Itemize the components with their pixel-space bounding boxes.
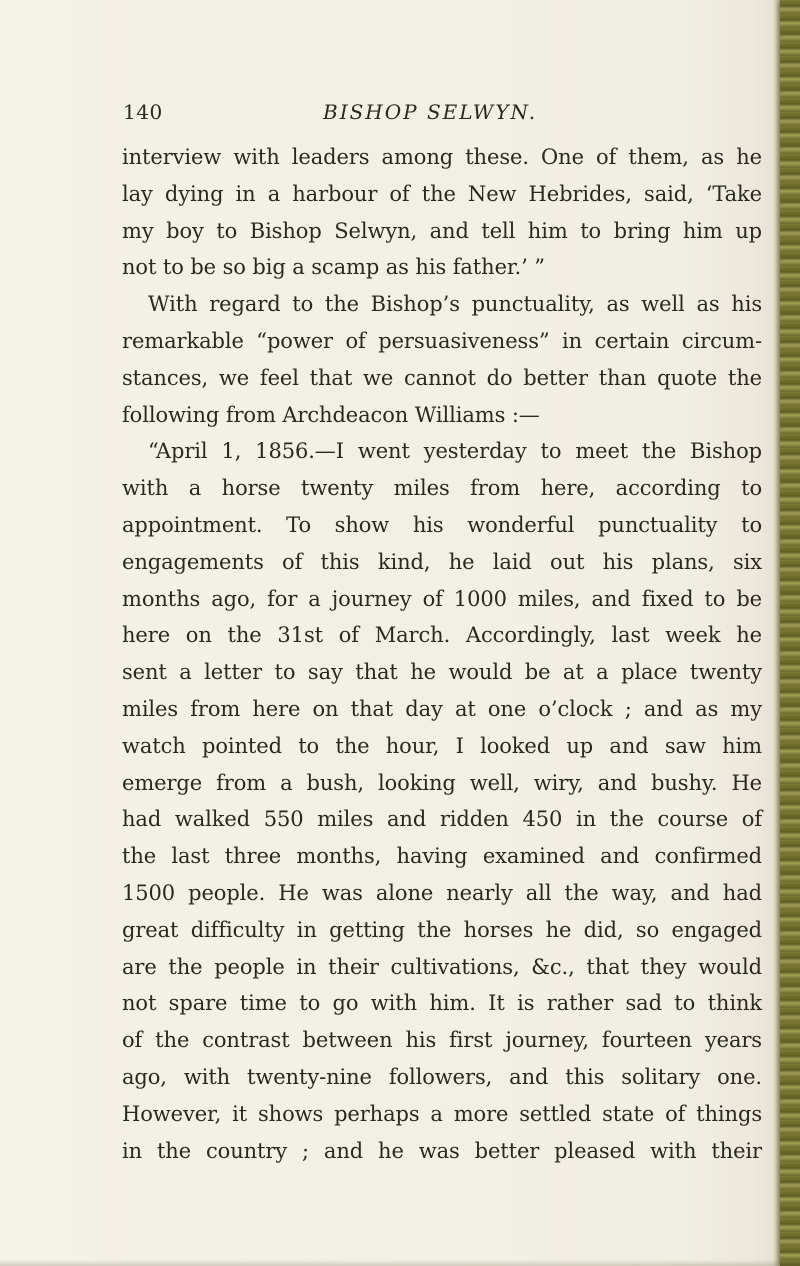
- text-line: are the people in their cultivations, &c., that they would: [122, 954, 762, 979]
- text-line: great difficulty in getting the horses he did, so engaged: [122, 917, 762, 942]
- text-line: sent a letter to say that he would be at a place twenty: [122, 660, 762, 685]
- text-line: the last three months, having examined and confirmed: [122, 844, 762, 869]
- text-line: in the country ; and he was better pleased with their: [122, 1138, 762, 1163]
- text-line: With regard to the Bishop’s punctuality, as well as his: [148, 292, 762, 317]
- text-line: ago, with twenty-nine followers, and this solitary one.: [122, 1064, 762, 1089]
- text-line: not spare time to go with him. It is rather sad to think: [122, 991, 762, 1016]
- running-head: BISHOP SELWYN.: [323, 100, 538, 124]
- text-line: here on the 31st of March. Accordingly, last week he: [122, 623, 762, 648]
- page-number: 140: [123, 100, 163, 124]
- text-line: had walked 550 miles and ridden 450 in the course of: [122, 807, 762, 832]
- text-line: emerge from a bush, looking well, wiry, and bushy. He: [122, 770, 762, 795]
- text-line: However, it shows perhaps a more settled state of things: [122, 1101, 762, 1126]
- text-line: miles from here on that day at one o’clock ; and as my: [122, 696, 762, 721]
- text-line: following from Archdeacon Williams :—: [122, 402, 540, 427]
- text-line: not to be so big a scamp as his father.’ ”: [122, 255, 545, 280]
- text-line: of the contrast between his first journey, fourteen years: [122, 1028, 762, 1053]
- text-line: months ago, for a journey of 1000 miles, and fixed to be: [122, 586, 762, 611]
- page-edge-shading: [772, 0, 780, 1266]
- text-line: remarkable “power of persuasiveness” in certain circum-: [122, 328, 762, 353]
- text-line: appointment. To show his wonderful punctuality to: [122, 512, 762, 537]
- page-bottom-shadow: [0, 1260, 800, 1266]
- text-line: stances, we feel that we cannot do better than quote the: [122, 365, 762, 390]
- text-line: engagements of this kind, he laid out his plans, six: [122, 549, 762, 574]
- text-line: watch pointed to the hour, I looked up and saw him: [122, 733, 762, 758]
- text-line: with a horse twenty miles from here, according to: [122, 476, 762, 501]
- text-line: 1500 people. He was alone nearly all the way, and had: [122, 880, 762, 905]
- body-text: [122, 139, 762, 1169]
- page-header: [123, 100, 763, 130]
- book-fore-edge: [780, 0, 800, 1266]
- text-line: interview with leaders among these. One of them, as he: [122, 145, 762, 169]
- text-line: “April 1, 1856.—I went yesterday to meet the Bishop: [148, 439, 762, 464]
- text-line: lay dying in a harbour of the New Hebrides, said, ‘Take: [122, 181, 762, 206]
- text-line: my boy to Bishop Selwyn, and tell him to bring him up: [122, 218, 762, 243]
